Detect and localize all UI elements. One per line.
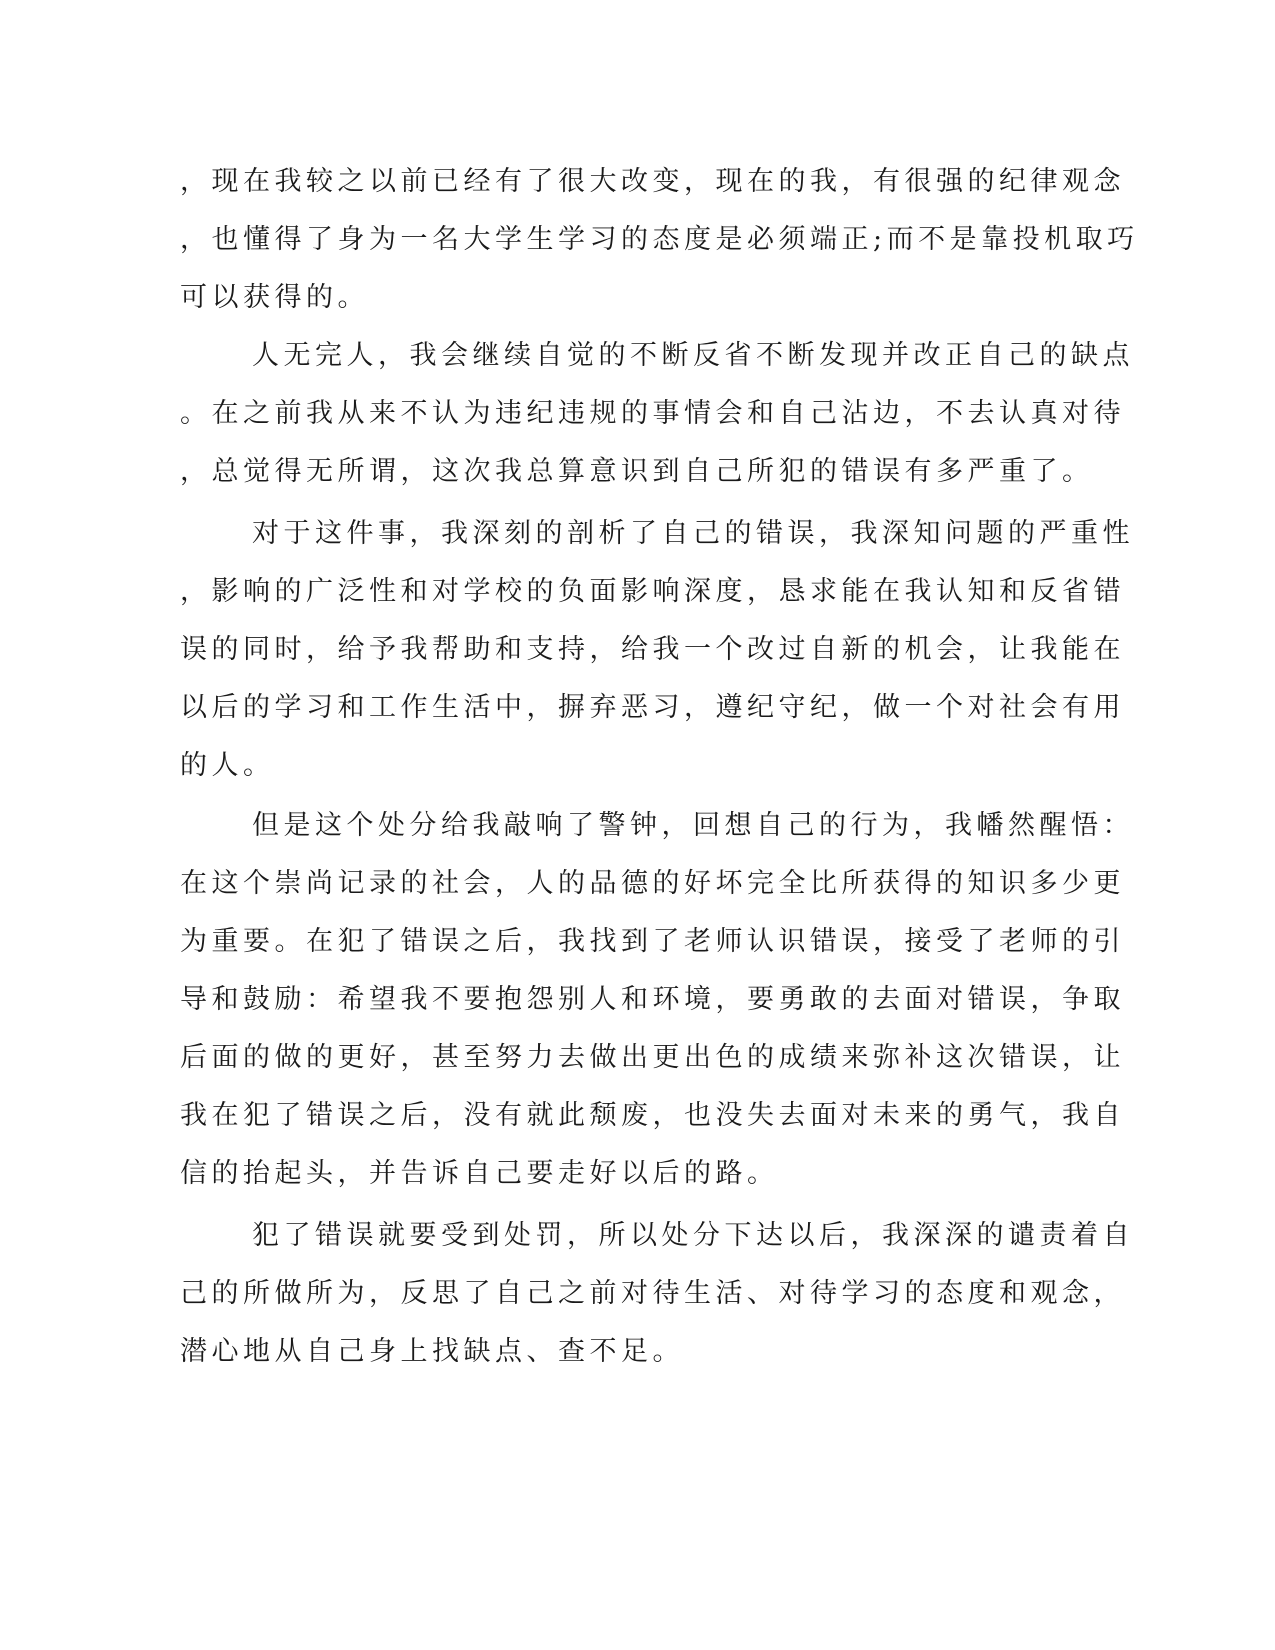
text-line: 己的所做所为，反思了自己之前对待生活、对待学习的态度和观念， <box>180 1278 1125 1309</box>
text-line: ，也懂得了身为一名大学生学习的态度是必须端正;而不是靠投机取巧 <box>180 224 1139 255</box>
text-line: 以后的学习和工作生活中，摒弃恶习，遵纪守纪，做一个对社会有用 <box>180 692 1125 723</box>
text-line: 导和鼓励：希望我不要抱怨别人和环境，要勇敢的去面对错误，争取 <box>180 984 1125 1015</box>
text-line: ，影响的广泛性和对学校的负面影响深度，恳求能在我认知和反省错 <box>180 576 1125 607</box>
text-line: ，现在我较之以前已经有了很大改变，现在的我，有很强的纪律观念 <box>180 166 1125 197</box>
text-line: 为重要。在犯了错误之后，我找到了老师认识错误，接受了老师的引 <box>180 926 1125 957</box>
text-line: 在这个崇尚记录的社会，人的品德的好坏完全比所获得的知识多少更 <box>180 868 1125 899</box>
text-line: 。在之前我从来不认为违纪违规的事情会和自己沾边，不去认真对待 <box>180 398 1125 429</box>
text-line: 后面的做的更好，甚至努力去做出更出色的成绩来弥补这次错误，让 <box>180 1042 1125 1073</box>
text-line: 误的同时，给予我帮助和支持，给我一个改过自新的机会，让我能在 <box>180 634 1125 665</box>
paragraph-start-line: 人无完人，我会继续自觉的不断反省不断发现并改正自己的缺点 <box>252 340 1134 371</box>
text-line: 可以获得的。 <box>180 282 369 313</box>
paragraph-start-line: 对于这件事，我深刻的剖析了自己的错误，我深知问题的严重性 <box>252 518 1134 549</box>
text-line: ，总觉得无所谓，这次我总算意识到自己所犯的错误有多严重了。 <box>180 456 1094 487</box>
paragraph-start-line: 犯了错误就要受到处罚，所以处分下达以后，我深深的谴责着自 <box>252 1220 1134 1251</box>
paragraph-start-line: 但是这个处分给我敲响了警钟，回想自己的行为，我幡然醒悟： <box>252 810 1134 841</box>
text-line: 潜心地从自己身上找缺点、查不足。 <box>180 1336 684 1367</box>
text-line: 我在犯了错误之后，没有就此颓废，也没失去面对未来的勇气，我自 <box>180 1100 1125 1131</box>
text-line: 信的抬起头，并告诉自己要走好以后的路。 <box>180 1158 779 1189</box>
text-line: 的人。 <box>180 750 275 781</box>
